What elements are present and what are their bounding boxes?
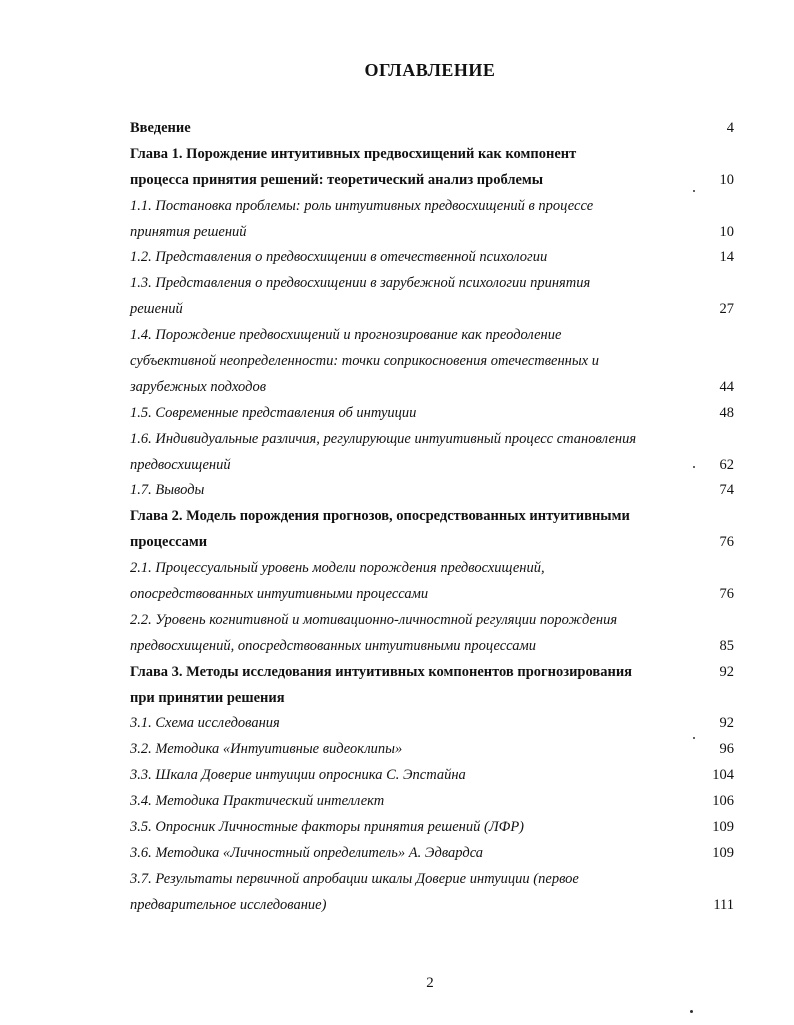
toc-entry-text: 2.2. Уровень когнитивной и мотивационно-личностной регуляции порождения <box>130 611 618 628</box>
toc-line <box>130 245 734 271</box>
toc-entry-text: предвосхищений <box>130 456 231 473</box>
toc-entry-text: 1.7. Выводы <box>130 482 205 499</box>
toc-entry-text: 1.5. Современные представления об интуиции <box>130 404 417 421</box>
toc-entry-text: субъективной неопределенности: точки соприкосновения отечественных и <box>130 353 599 370</box>
toc-entry-text: Глава 2. Модель порождения прогнозов, опосредствованных интуитивными <box>130 508 630 525</box>
toc-line <box>130 271 734 297</box>
toc-line <box>130 763 734 789</box>
toc-entry-text: 3.1. Схема исследования <box>130 715 280 732</box>
toc-entry-text: 1.1. Постановка проблемы: роль интуитивных предвосхищений в процессе <box>130 197 594 214</box>
toc-entry-text: 3.5. Опросник Личностные факторы принятия решений (ЛФР) <box>130 819 524 836</box>
toc-entry-text: решений <box>130 301 183 318</box>
toc-line <box>130 504 734 530</box>
toc-entry-page: 74 <box>719 482 734 499</box>
toc-entry-text: при принятии решения <box>130 689 285 706</box>
toc-entry-text: 3.7. Результаты первичной апробации шкалы Доверие интуиции (первое <box>130 870 579 887</box>
toc-line <box>130 582 734 608</box>
toc-line <box>130 349 734 375</box>
toc-entry-text: 1.3. Представления о предвосхищении в зарубежной психологии принятия <box>130 275 591 292</box>
toc-line <box>130 815 734 841</box>
toc-entry-text: процесса принятия решений: теоретический анализ проблемы <box>130 171 544 188</box>
toc-entry-page: 76 <box>719 586 734 603</box>
toc-line <box>130 608 734 634</box>
toc-entry-text: 3.2. Методика «Интуитивные видеоклипы» <box>130 741 403 758</box>
toc-entry-text: предвосхищений, опосредствованных интуитивными процессами <box>130 637 536 654</box>
toc-entry-page: 109 <box>712 844 734 861</box>
toc-line <box>130 893 734 919</box>
toc-entry-text: принятия решений <box>130 223 247 240</box>
toc-entry-page: 104 <box>712 767 734 784</box>
toc-line <box>130 660 734 686</box>
toc-entry-text: 3.6. Методика «Личностный определитель» А. Эдвардса <box>130 844 483 861</box>
toc-line <box>130 789 734 815</box>
toc-entry-text: Введение <box>130 120 191 136</box>
toc-entry-text: 3.3. Шкала Доверие интуиции опросника С. Эпстайна <box>130 767 466 784</box>
scan-speck <box>690 1010 693 1013</box>
scan-speck <box>693 466 695 468</box>
toc-line <box>130 168 734 194</box>
toc-entry-page: 96 <box>719 741 734 758</box>
toc-line <box>130 427 734 453</box>
toc-entry-page: 92 <box>719 663 734 680</box>
toc-entry-page: 106 <box>712 793 734 810</box>
toc-entry-page: 48 <box>719 404 734 421</box>
toc-line <box>130 711 734 737</box>
toc-entry-text: 1.6. Индивидуальные различия, регулирующие интуитивный процесс становления <box>130 430 637 447</box>
toc-entry-text: 3.4. Методика Практический интеллект <box>130 793 385 810</box>
toc-entry-text: зарубежных подходов <box>130 378 266 395</box>
toc-entry-text: 1.2. Представления о предвосхищении в отечественной психологии <box>130 249 548 266</box>
toc-line <box>130 453 734 479</box>
scan-speck <box>693 190 695 192</box>
toc-entry-page: 111 <box>713 896 734 913</box>
toc-line <box>130 556 734 582</box>
toc-entry-page: 92 <box>719 715 734 732</box>
toc-entry-page: 44 <box>719 378 734 395</box>
toc-line <box>130 841 734 867</box>
scan-speck <box>693 737 695 739</box>
toc-line <box>130 142 734 168</box>
toc-line <box>130 116 734 142</box>
toc-entry-text: опосредствованных интуитивными процессами <box>130 586 429 603</box>
toc-entry-page: 14 <box>719 249 734 266</box>
toc-entry-page: 62 <box>719 456 734 473</box>
table-of-contents <box>130 116 734 919</box>
page-number: 2 <box>426 975 434 991</box>
toc-line <box>130 686 734 712</box>
toc-line <box>130 375 734 401</box>
toc-line <box>130 220 734 246</box>
toc-line <box>130 530 734 556</box>
toc-entry-text: 1.4. Порождение предвосхищений и прогнозирование как преодоление <box>130 327 562 344</box>
toc-line <box>130 634 734 660</box>
toc-entry-text: 2.1. Процессуальный уровень модели порождения предвосхищений, <box>130 560 545 577</box>
toc-entry-text: процессами <box>130 534 208 551</box>
toc-entry-page: 76 <box>719 534 734 551</box>
toc-entry-page: 10 <box>719 171 734 188</box>
toc-entry-text: предварительное исследование) <box>130 896 327 913</box>
toc-entry-page: 4 <box>726 120 734 136</box>
toc-line <box>130 867 734 893</box>
toc-line <box>130 194 734 220</box>
toc-entry-page: 27 <box>719 301 734 318</box>
toc-entry-text: Глава 1. Порождение интуитивных предвосхищений как компонент <box>130 145 577 162</box>
toc-line <box>130 401 734 427</box>
toc-line <box>130 478 734 504</box>
toc-entry-page: 109 <box>712 819 734 836</box>
toc-line <box>130 323 734 349</box>
toc-entry-page: 10 <box>719 223 734 240</box>
toc-line <box>130 297 734 323</box>
toc-entry-page: 85 <box>719 637 734 654</box>
page-title: ОГЛАВЛЕНИЕ <box>364 60 496 80</box>
toc-entry-text: Глава 3. Методы исследования интуитивных компонентов прогнозирования <box>130 663 633 680</box>
toc-line <box>130 737 734 763</box>
